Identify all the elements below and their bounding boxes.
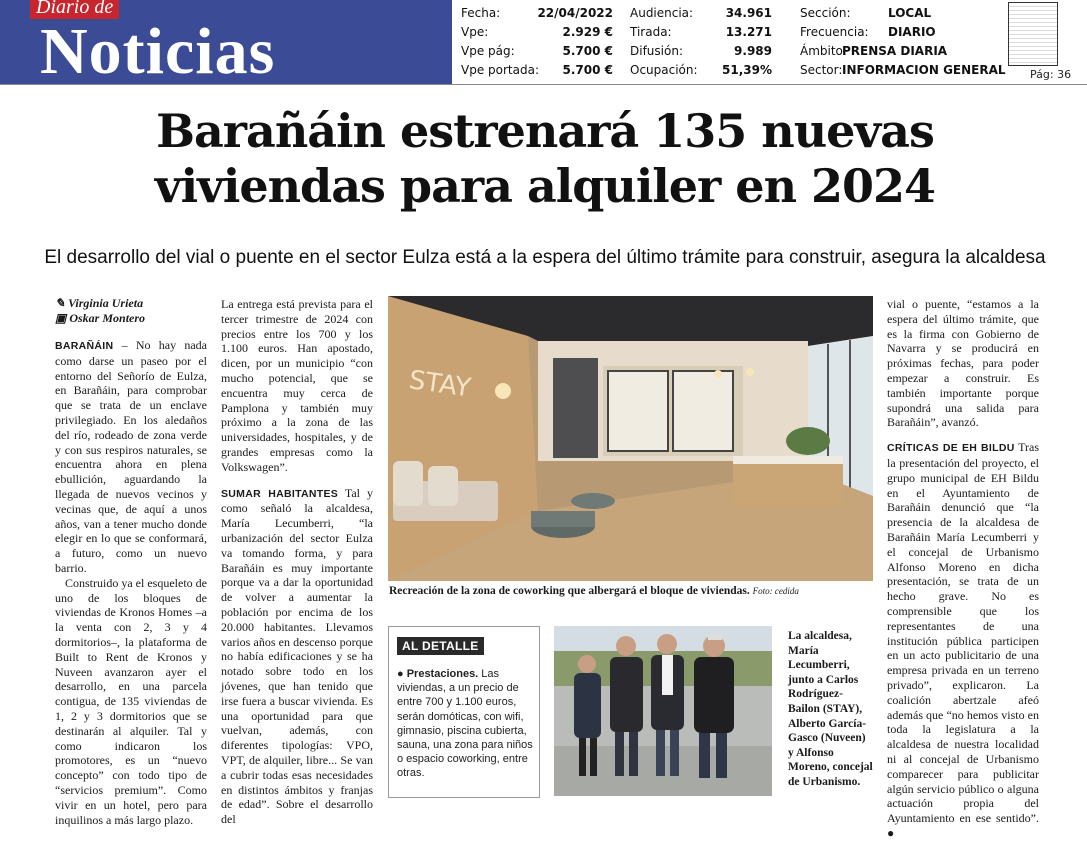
photographer-name: Oskar Montero xyxy=(69,311,146,325)
meta-vpe-label: Vpe: xyxy=(461,25,489,39)
section-lead: CRÍTICAS DE EH BILDU xyxy=(887,442,1015,455)
masthead-title: Noticias xyxy=(40,15,276,84)
header-rule xyxy=(0,84,1087,85)
meta-fecha-label: Fecha: xyxy=(461,6,501,20)
group-photo xyxy=(554,626,772,796)
group-photo-caption: La alcaldesa, María Lecumberri, junto a Carlos Rodríguez-Bailon (STAY), Alberto García-Gasco (Nuveen) y Alfonso Moreno, concejal de Urbanismo. xyxy=(788,630,873,788)
paragraph: Construido ya el esqueleto de uno de los bloques de viviendas de Kronos Homes –a la venta con 2, 3 y 4 dormitorios–, la plataforma de Built to Rent de Kronos y Nuveen avanzaron ayer el desarrollo, en una parcela contigua, de 135 viviendas de 1, 2 y 3 dormitorios que se destinarán al alquiler. Tal y como indicaron los promotores, es un “nuevo concepto” con todo tipo de “servicios premium”. Como vivir en un hotel, pero para inquilinos a más largo plazo. xyxy=(55,575,207,827)
meta-column-2 xyxy=(630,4,780,80)
coworking-illustration xyxy=(388,296,873,581)
meta-fecha-value: 22/04/2022 xyxy=(537,6,613,20)
meta-difusion-label: Difusión: xyxy=(630,44,683,58)
meta-difusion-value: 9.989 xyxy=(734,44,772,58)
meta-tirada-label: Tirada: xyxy=(630,25,672,39)
meta-seccion-value: LOCAL xyxy=(888,6,932,20)
detail-box xyxy=(388,626,540,798)
stay-sign: STAY xyxy=(407,365,473,404)
meta-ambito-value: PRENSA DIARIA xyxy=(842,44,948,58)
coworking-photo xyxy=(388,296,873,581)
meta-vpe-portada-value: 5.700 € xyxy=(562,63,613,77)
headline-line-1: Barañáin estrenará 135 nuevas xyxy=(156,104,934,158)
meta-vpe-portada-label: Vpe portada: xyxy=(461,63,539,77)
meta-audiencia-value: 34.961 xyxy=(725,6,772,20)
subheadline: El desarrollo del vial o puente en el sector Eulza está a la espera del último trámite para construir, asegura la alcaldesa xyxy=(44,247,1046,268)
detail-text: ● Prestaciones. Las viviendas, a un precio de entre 700 y 1.100 euros, serán domóticas, con wifi, gimnasio, piscina cubierta, sauna, una zona para niños o espacio coworking, entre otras. xyxy=(397,668,533,780)
meta-sector-label: Sector: xyxy=(800,63,843,77)
detail-lead: Prestaciones. xyxy=(406,668,479,680)
paragraph: La entrega está prevista para el tercer trimestre de 2024 con precios entre los 700 y los 1.100 euros. Han apostado, dicen, por un municipio “con mucho potencial, que se encuentra muy cerca de Pamplona y también muy próximo a la zona de las universidades, hospitales, y de grandes empresas como la Volkswagen”. xyxy=(221,297,373,474)
paragraph: CRÍTICAS DE EH BILDU Tras la presentación del proyecto, el grupo municipal de EH Bildu en el Ayuntamiento de Barañáin denunció que “la presencia de la alcaldesa de Barañáin María Lecumberri y el concejal de Urbanismo Alfonso Moreno en dicha presentación, se trata de un hecho grave. No es comprensible que los representantes de una institución pública participen en un acto publicitario de una empresa privada en un terreno privado”, explicaron. La coalición abertzale afeó además que “no hemos visto en toda la legislatura a la alcaldesa de nuestra localidad ni al concejal de Urbanismo comparecer para publicitar algún servicio público o alguna actuación propia del Ayuntamiento en ese sentido”. ● xyxy=(887,440,1039,840)
byline xyxy=(55,296,145,326)
paragraph: BARAÑÁIN – No hay nada como darse un paseo por el entorno del Señorío de Eulza, en Barañáin, para comprobar que se trata de un enclave privilegiado. En los aledaños del río, rodeado de zona verde y con sus respiros naturales, se encuentra ahora en plena ebullición, aguardando la llegada de nuevos vecinos y vecinas que, de aquí a unos años, van a tener mucho donde elegir en lo que se conformará, a futuro, como un nuevo barrio. xyxy=(55,338,207,575)
page-number: Pág: 36 xyxy=(1030,68,1072,81)
meta-ambito-label: Ámbito: xyxy=(800,44,847,58)
meta-column-1 xyxy=(461,4,621,80)
headline xyxy=(30,104,1060,214)
masthead-small: Diario de xyxy=(30,0,119,19)
meta-vpe-pag-value: 5.700 € xyxy=(562,44,613,58)
photo-credit: Foto: cedida xyxy=(752,586,799,596)
dateline: BARAÑÁIN xyxy=(55,340,114,352)
paragraph: SUMAR HABITANTES Tal y como señaló la alcaldesa, María Lecumberri, “la urbanización del sector Eulza va tomando forma, y para Barañáin es muy importante porque va a dar la oportunidad de volver a aumentar la población por encima de los 20.000 habitantes. Llevamos varios años en descenso porque no había edificaciones y se ha notado sobre todo en los jóvenes, que han tenido que irse fuera a buscar vivienda. Es una oportunidad para que vuelvan, además, con diferentes tipologías: VPO, VPT, de alquiler, libre... Se van a cubrir todas esas necesidades en distintos ámbitos y franjas de edad”. Sobre el desarrollo del xyxy=(221,485,373,827)
section-lead: SUMAR HABITANTES xyxy=(221,487,339,500)
text-column-1 xyxy=(55,338,207,827)
paragraph: vial o puente, “estamos a la espera del último trámite, que es la firma con Gobierno de Navarra y se producirá en próximas fechas, para poder empezar a construir. Es también importante porque supondrá una salida para Barañáin”, avanzó. xyxy=(887,297,1039,430)
meta-vpe-pag-label: Vpe pág: xyxy=(461,44,515,58)
meta-tirada-value: 13.271 xyxy=(725,25,772,39)
author-name: Virginia Urieta xyxy=(68,296,144,310)
text-column-2 xyxy=(221,297,373,827)
pen-icon: ✎ xyxy=(55,296,69,310)
end-mark-icon: ● xyxy=(887,825,895,840)
detail-tag: AL DETALLE xyxy=(397,637,484,655)
camera-icon: ▣ xyxy=(55,311,70,325)
meta-frecuencia-value: DIARIO xyxy=(888,25,936,39)
meta-column-3 xyxy=(800,4,1005,80)
meta-audiencia-label: Audiencia: xyxy=(630,6,694,20)
meta-vpe-value: 2.929 € xyxy=(562,25,613,39)
page-thumbnail xyxy=(1008,2,1058,66)
meta-seccion-label: Sección: xyxy=(800,6,851,20)
photo-caption: Recreación de la zona de coworking que albergará el bloque de viviendas. Foto: cedida xyxy=(389,585,799,597)
meta-ocupacion-label: Ocupación: xyxy=(630,63,698,77)
bullet-icon: ● xyxy=(397,668,407,680)
masthead-logo xyxy=(0,0,452,84)
meta-frecuencia-label: Frecuencia: xyxy=(800,25,869,39)
text-column-3 xyxy=(887,297,1039,841)
headline-line-2: viviendas para alquiler en 2024 xyxy=(154,159,936,213)
meta-sector-value: INFORMACION GENERAL xyxy=(842,63,1006,77)
meta-ocupacion-value: 51,39% xyxy=(722,63,772,77)
group-illustration xyxy=(554,626,772,796)
